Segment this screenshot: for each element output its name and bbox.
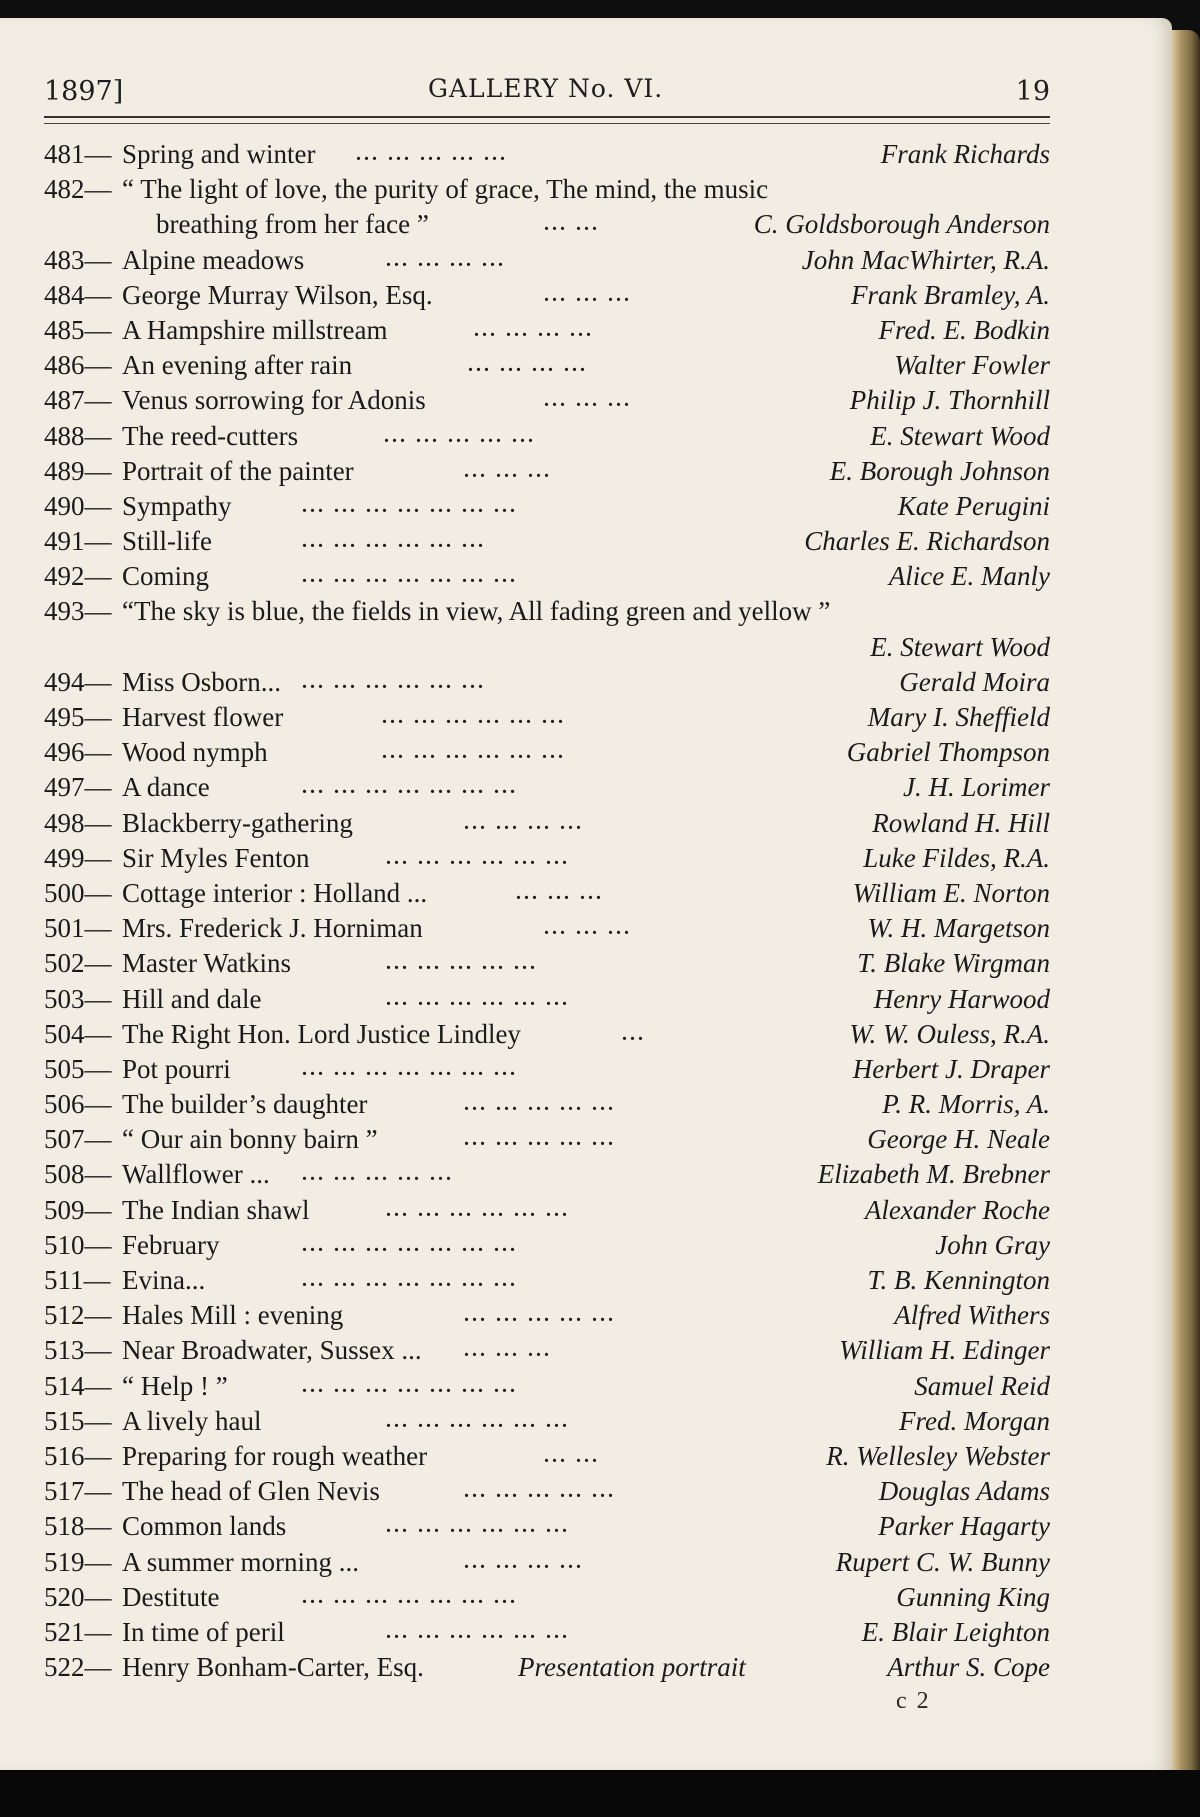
entry-title: Mrs. Frederick J. Horniman (122, 913, 423, 944)
entry-title: A dance (122, 772, 210, 803)
entry-number: 483— (44, 244, 112, 275)
entry-title: The reed-cutters (122, 420, 299, 451)
entry-artist: Henry Harwood (873, 983, 1050, 1014)
entry-number: 506— (44, 1089, 112, 1120)
catalogue-entry (44, 1298, 1054, 1333)
entry-artist: Philip J. Thornhill (849, 385, 1050, 416)
entry-number: 509— (44, 1194, 112, 1225)
entry-artist: E. Borough Johnson (829, 455, 1050, 486)
dot-leader: ... ... ... (544, 917, 632, 940)
entry-artist: Elizabeth M. Brebner (817, 1159, 1050, 1190)
entry-number: 492— (44, 561, 112, 592)
dot-leader: ... ... ... ... ... ... (386, 1409, 570, 1432)
catalogue-entry (44, 1369, 1054, 1404)
entry-number: 488— (44, 420, 112, 451)
entry-title: “ Help ! ” (122, 1370, 228, 1401)
entry-artist: E. Stewart Wood (870, 631, 1050, 662)
catalogue-entry (44, 735, 1054, 770)
entry-number: 508— (44, 1159, 112, 1190)
catalogue-entry (44, 419, 1054, 454)
entry-title: Near Broadwater, Sussex ... (122, 1335, 422, 1366)
entry-artist: Kate Perugini (897, 490, 1050, 521)
catalogue-entry (44, 982, 1054, 1017)
catalogue-entry (44, 1474, 1054, 1509)
entry-artist: Mary I. Sheffield (867, 702, 1050, 732)
entry-number: 517— (44, 1476, 112, 1507)
entry-title: Alpine meadows (122, 244, 305, 275)
entry-number: 505— (44, 1053, 112, 1084)
entry-artist: E. Blair Leighton (861, 1616, 1050, 1647)
entry-number: 513— (44, 1335, 112, 1366)
entry-number: 514— (44, 1370, 112, 1401)
entry-artist: Gabriel Thompson (846, 737, 1050, 768)
entry-artist: C. Goldsborough Anderson (753, 209, 1050, 240)
catalogue-entry (44, 207, 1054, 242)
catalogue-entry (44, 911, 1054, 946)
entry-number: 519— (44, 1546, 112, 1577)
entry-artist: Alfred Withers (894, 1300, 1050, 1331)
catalogue-entry (44, 1615, 1054, 1650)
dot-leader: ... ... ... ... ... ... ... (302, 1057, 518, 1080)
entry-title: “The sky is blue, the fields in view, All fading green and yellow ” (122, 596, 831, 627)
entry-artist: Frank Richards (880, 139, 1050, 169)
catalogue-entry (44, 876, 1054, 911)
dot-leader: ... ... ... ... ... ... (386, 846, 570, 869)
entry-number: 484— (44, 279, 112, 310)
dot-leader: ... ... ... ... ... (464, 1128, 616, 1151)
catalogue-entry (44, 1404, 1054, 1439)
dot-leader: ... ... ... ... ... ... ... (302, 1233, 518, 1256)
entry-number: 515— (44, 1405, 112, 1436)
entry-title: Portrait of the painter (122, 455, 354, 486)
entry-number: 503— (44, 983, 112, 1014)
catalogue-entry (44, 1122, 1054, 1157)
entry-title: Destitute (122, 1581, 220, 1612)
entry-artist: Alice E. Manly (888, 561, 1050, 592)
entry-title: Venus sorrowing for Adonis (122, 385, 426, 416)
entry-artist: Arthur S. Cope (887, 1652, 1050, 1683)
entry-note: Presentation portrait (518, 1652, 746, 1683)
entry-artist: George H. Neale (867, 1124, 1050, 1155)
entry-artist: Fred. Morgan (899, 1405, 1050, 1436)
scan-border (0, 1770, 1200, 1817)
header-title: GALLERY No. VI. (428, 74, 664, 103)
entry-title: The head of Glen Nevis (122, 1476, 380, 1507)
entry-title: In time of peril (122, 1616, 285, 1647)
entry-number: 504— (44, 1018, 112, 1049)
entry-artist: Fred. E. Bodkin (878, 314, 1050, 345)
dot-leader: ... ... ... ... ... (386, 952, 538, 975)
entry-artist: T. B. Kennington (867, 1265, 1050, 1295)
entry-artist: E. Stewart Wood (870, 420, 1050, 451)
catalogue-entry (44, 770, 1054, 805)
dot-leader: ... ... ... (516, 881, 604, 904)
entry-number: 491— (44, 526, 112, 557)
entry-title: Still-life (122, 526, 212, 557)
entry-artist: John Gray (935, 1229, 1050, 1260)
dot-leader: ... ... ... ... (464, 811, 584, 834)
entry-number: 493— (44, 596, 112, 627)
entry-number: 507— (44, 1124, 112, 1155)
dot-leader: ... ... ... (544, 283, 632, 306)
dot-leader: ... ... ... ... ... ... (382, 741, 566, 764)
entry-title: Miss Osborn... (122, 666, 282, 697)
dot-leader: ... ... (544, 1444, 600, 1467)
entry-artist: W. W. Ouless, R.A. (849, 1018, 1050, 1049)
catalogue-entry (44, 1509, 1054, 1544)
entry-title: February (122, 1229, 220, 1260)
header-rule (44, 116, 1050, 124)
entry-title: Coming (122, 561, 210, 592)
entry-number: 497— (44, 772, 112, 803)
catalogue-entry (44, 1193, 1054, 1228)
entry-title: A lively haul (122, 1405, 262, 1436)
entry-number: 500— (44, 877, 112, 908)
dot-leader: ... ... ... ... (474, 318, 594, 341)
dot-leader: ... ... ... ... ... ... ... (302, 776, 518, 799)
header-year: 1897] (44, 76, 124, 107)
running-header (44, 72, 1050, 112)
entry-artist: Alexander Roche (864, 1194, 1050, 1225)
entry-artist: Luke Fildes, R.A. (863, 842, 1050, 873)
dot-leader: ... ... ... ... ... ... ... (302, 565, 518, 588)
catalogue-entry (44, 630, 1054, 665)
entry-title: Sir Myles Fenton (122, 842, 310, 873)
dot-leader: ... ... ... ... ... ... (386, 1620, 570, 1643)
entry-artist: R. Wellesley Webster (826, 1440, 1050, 1471)
entry-number: 501— (44, 913, 112, 944)
dot-leader: ... ... ... ... (464, 1550, 584, 1573)
dot-leader: ... ... ... ... ... (384, 424, 536, 447)
entry-title: Spring and winter (122, 139, 316, 169)
catalogue-entry (44, 1087, 1054, 1122)
entry-artist: Rowland H. Hill (872, 807, 1050, 838)
entry-title: An evening after rain (122, 350, 353, 381)
entry-title: A Hampshire millstream (122, 314, 388, 345)
entry-number: 520— (44, 1581, 112, 1612)
entry-title: Hales Mill : evening (122, 1300, 344, 1331)
catalogue-entry (44, 1052, 1054, 1087)
catalogue-entry (44, 137, 1054, 172)
entry-number: 510— (44, 1229, 112, 1260)
entry-title: Master Watkins (122, 948, 292, 979)
entry-number: 518— (44, 1511, 112, 1542)
dot-leader: ... ... ... ... ... ... (386, 987, 570, 1010)
entry-number: 487— (44, 385, 112, 416)
entry-title: George Murray Wilson, Esq. (122, 279, 433, 310)
entry-number: 495— (44, 702, 112, 732)
entry-number: 494— (44, 666, 112, 697)
entry-title: Common lands (122, 1511, 287, 1542)
entry-title: “ Our ain bonny bairn ” (122, 1124, 378, 1155)
entry-number: 490— (44, 490, 112, 521)
entry-number: 485— (44, 314, 112, 345)
entry-artist: T. Blake Wirgman (857, 948, 1050, 979)
entry-title: The Right Hon. Lord Justice Lindley (122, 1018, 521, 1049)
entry-artist: Charles E. Richardson (804, 526, 1050, 557)
catalogue-entry (44, 806, 1054, 841)
dot-leader: ... ... ... ... ... ... (386, 1515, 570, 1538)
catalogue-entry (44, 313, 1054, 348)
entry-title: Cottage interior : Holland ... (122, 877, 428, 908)
entry-artist: J. H. Lorimer (903, 772, 1050, 803)
entry-title: Wood nymph (122, 737, 268, 768)
entry-number: 486— (44, 350, 112, 381)
entry-number: 512— (44, 1300, 112, 1331)
entry-number: 502— (44, 948, 112, 979)
entry-artist: Frank Bramley, A. (851, 279, 1050, 310)
dot-leader: ... ... ... ... (386, 248, 506, 271)
catalogue-entry (44, 1017, 1054, 1052)
entry-artist: Rupert C. W. Bunny (835, 1546, 1050, 1577)
entry-title: Harvest flower (122, 702, 284, 732)
entry-artist: William E. Norton (852, 877, 1050, 908)
dot-leader: ... ... ... ... ... ... ... (302, 1585, 518, 1608)
entry-number: 516— (44, 1440, 112, 1471)
signature-mark: c 2 (896, 1688, 931, 1714)
catalogue-entry (44, 383, 1054, 418)
dot-leader: ... ... ... ... ... ... ... (302, 494, 518, 517)
dot-leader: ... ... ... (464, 1339, 552, 1362)
catalogue-entry (44, 1333, 1054, 1368)
entry-artist: W. H. Margetson (867, 913, 1050, 944)
catalogue-entry (44, 1263, 1054, 1298)
entry-artist: Samuel Reid (914, 1370, 1050, 1401)
entry-title: Sympathy (122, 490, 232, 521)
page-number: 19 (1015, 76, 1050, 107)
dot-leader: ... ... ... (544, 389, 632, 412)
catalogue-entry (44, 594, 1054, 629)
entry-artist: Douglas Adams (878, 1476, 1050, 1507)
catalogue-entry (44, 172, 1054, 207)
catalogue-entry (44, 243, 1054, 278)
catalogue-list (44, 137, 1054, 1685)
catalogue-entry (44, 1228, 1054, 1263)
entry-artist: Walter Fowler (894, 350, 1050, 381)
catalogue-entry (44, 1650, 1054, 1685)
entry-title: Hill and dale (122, 983, 262, 1014)
catalogue-entry (44, 559, 1054, 594)
entry-number: 496— (44, 737, 112, 768)
entry-title: Pot pourri (122, 1053, 231, 1084)
entry-title: Blackberry-gathering (122, 807, 353, 838)
entry-number: 522— (44, 1652, 112, 1683)
entry-title: The Indian shawl (122, 1194, 310, 1225)
dot-leader: ... ... ... ... ... ... ... (302, 1374, 518, 1397)
entry-number: 498— (44, 807, 112, 838)
catalogue-entry (44, 665, 1054, 700)
entry-number: 482— (44, 174, 112, 205)
entry-artist: Gerald Moira (899, 666, 1050, 697)
entry-title: Wallflower ... (122, 1159, 270, 1190)
dot-leader: ... ... ... ... ... ... (302, 670, 486, 693)
entry-number: 481— (44, 139, 112, 169)
dot-leader: ... ... ... ... ... (464, 1304, 616, 1327)
dot-leader: ... ... ... ... ... ... (302, 530, 486, 553)
entry-number: 499— (44, 842, 112, 873)
entry-number: 511— (44, 1265, 111, 1295)
catalogue-entry (44, 946, 1054, 981)
entry-artist: John MacWhirter, R.A. (801, 244, 1050, 275)
catalogue-entry (44, 454, 1054, 489)
dot-leader: ... ... ... ... ... ... ... (302, 1269, 518, 1291)
entry-number: 521— (44, 1616, 112, 1647)
dot-leader: ... ... (544, 213, 600, 236)
catalogue-entry (44, 1580, 1054, 1615)
catalogue-entry (44, 489, 1054, 524)
dot-leader: ... ... ... ... (468, 354, 588, 377)
entry-title: breathing from her face ” (156, 209, 429, 240)
catalogue-entry (44, 1439, 1054, 1474)
entry-title: Preparing for rough weather (122, 1440, 428, 1471)
dot-leader: ... (622, 1022, 646, 1045)
dot-leader: ... ... ... ... ... (356, 143, 508, 165)
dot-leader: ... ... ... ... ... ... (382, 706, 566, 728)
dot-leader: ... ... ... (464, 459, 552, 482)
catalogue-entry (44, 1545, 1054, 1580)
entry-title: The builder’s daughter (122, 1089, 368, 1120)
catalogue-entry (44, 278, 1054, 313)
catalogue-entry (44, 700, 1054, 735)
dot-leader: ... ... ... ... ... (464, 1480, 616, 1503)
entry-artist: Parker Hagarty (878, 1511, 1050, 1542)
catalogue-entry (44, 1157, 1054, 1192)
entry-title: Evina... (122, 1265, 206, 1295)
catalogue-entry (44, 841, 1054, 876)
entry-title: “ The light of love, the purity of grace, The mind, the music (122, 174, 769, 205)
dot-leader: ... ... ... ... ... ... (386, 1198, 570, 1221)
entry-artist: P. R. Morris, A. (882, 1089, 1050, 1120)
entry-title: Henry Bonham-Carter, Esq. (122, 1652, 424, 1683)
catalogue-entry (44, 524, 1054, 559)
catalogue-entry (44, 348, 1054, 383)
entry-number: 489— (44, 455, 112, 486)
entry-title: A summer morning ... (122, 1546, 359, 1577)
entry-artist: William H. Edinger (839, 1335, 1050, 1366)
entry-artist: Herbert J. Draper (852, 1053, 1050, 1084)
dot-leader: ... ... ... ... ... (302, 1163, 454, 1186)
entry-artist: Gunning King (896, 1581, 1050, 1612)
dot-leader: ... ... ... ... ... (464, 1093, 616, 1116)
